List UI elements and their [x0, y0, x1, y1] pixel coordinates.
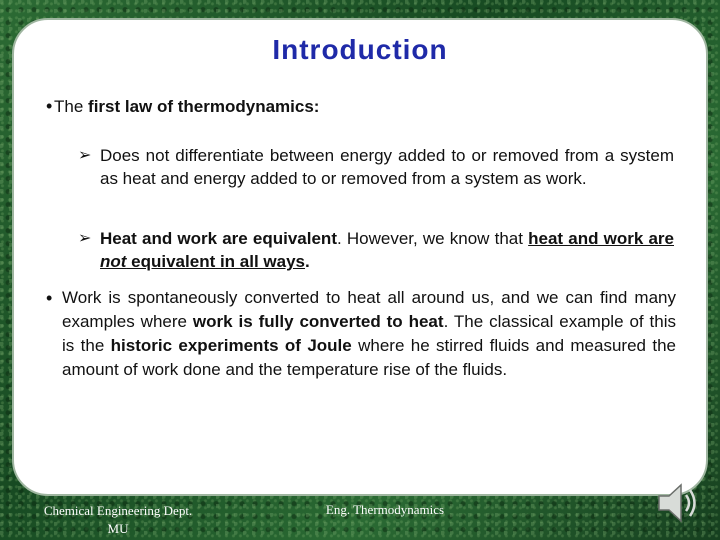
sub1-text: Does not differentiate between energy added to or removed from a system as heat and energy added to or removed from a system as work.: [100, 146, 674, 188]
sub2-bold-ul2: equivalent in all ways: [126, 252, 306, 271]
footer-left-line2: MU: [107, 521, 129, 536]
arrow-bullet-icon: ➢: [78, 147, 92, 164]
sub2-text: [100, 227, 674, 273]
bullet-dot: •: [46, 288, 53, 308]
bullet2-t1: Work is spontaneously converted to heat all around us, and we can find many examples where: [62, 288, 676, 331]
slide-title: Introduction: [272, 34, 448, 65]
speaker-icon[interactable]: [655, 480, 703, 526]
sub-bullet-differentiate: [78, 144, 674, 190]
sub2-bold-ul1: heat and work are: [528, 229, 674, 248]
footer-department: [18, 502, 218, 538]
footer-left-line1: Chemical Engineering Dept.: [43, 503, 193, 518]
bullet2-t2: . The classical example of this is the: [62, 312, 676, 355]
sub2-text1: . However, we know that: [336, 229, 529, 248]
bullet-work-conversion: [46, 286, 676, 382]
bullet-dot: •: [46, 96, 53, 116]
bullet2-t3: where he stirred fluids and measured the amount of work done and the temperature rise of the fluids.: [62, 336, 676, 379]
footer-course: Eng. Thermodynamics: [325, 502, 445, 517]
bullet-first-law: [46, 94, 319, 119]
sub-bullet-equivalent: [78, 227, 674, 273]
bullet2-b1: work is fully converted to heat: [192, 312, 444, 331]
arrow-bullet-icon: ➢: [78, 230, 92, 247]
bullet2-b2: historic experiments of Joule: [110, 336, 352, 355]
bullet2-paragraph: [62, 286, 676, 382]
bullet1-prefix: The: [54, 97, 89, 116]
bullet1-bold: first law of thermodynamics:: [88, 97, 320, 116]
sub2-bold1: Heat and work are equivalent: [100, 229, 337, 248]
sub2-end: .: [305, 252, 310, 271]
sub2-bold-ul-italic: not: [100, 252, 127, 271]
